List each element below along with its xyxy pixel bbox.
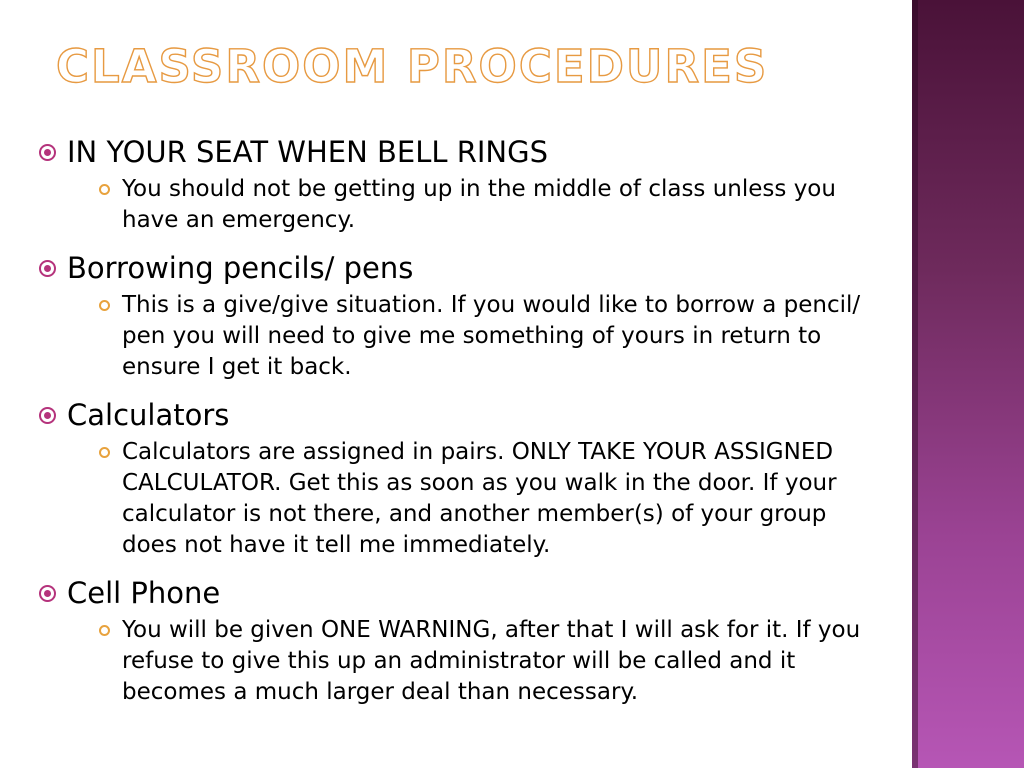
bullet-heading: Calculators: [67, 398, 230, 432]
decorative-side-bar: [912, 0, 1024, 768]
bullet-heading: IN YOUR SEAT WHEN BELL RINGS: [67, 135, 549, 169]
radio-bullet-icon: [39, 407, 56, 424]
circle-bullet-icon: [99, 625, 110, 636]
sub-bullet-text: Calculators are assigned in pairs. ONLY TAKE YOUR ASSIGNED CALCULATOR. Get this as soon as you walk in the door. If your calculator is not there, and another member(s) of your group does not have it tell me immediately.: [122, 439, 837, 558]
circle-bullet-icon: [99, 184, 110, 195]
bullet-calculators: [36, 395, 886, 435]
radio-bullet-icon: [39, 260, 56, 277]
bullet-cell-phone: [36, 573, 886, 613]
circle-bullet-icon: [99, 300, 110, 311]
sub-bullet-seat: [122, 174, 886, 236]
sub-bullet-text: You should not be getting up in the middle of class unless you have an emergency.: [122, 176, 836, 233]
slide-content: [36, 132, 886, 708]
radio-bullet-icon: [39, 585, 56, 602]
bullet-heading: Borrowing pencils/ pens: [67, 251, 414, 285]
sub-bullet-calculators: [122, 437, 886, 561]
radio-bullet-icon: [39, 144, 56, 161]
sub-bullet-cell-phone: [122, 615, 886, 708]
bullet-seat: [36, 132, 886, 172]
slide-title: CLASSROOM PROCEDURES: [56, 40, 769, 93]
sub-bullet-text: You will be given ONE WARNING, after that I will ask for it. If you refuse to give this up an administrator will be called and it becomes a much larger deal than necessary.: [122, 617, 861, 705]
bullet-borrowing: [36, 248, 886, 288]
sub-bullet-borrowing: [122, 290, 886, 383]
sub-bullet-text: This is a give/give situation. If you would like to borrow a pencil/ pen you will need to give me something of yours in return to ensure I get it back.: [122, 292, 861, 380]
bullet-heading: Cell Phone: [67, 576, 221, 610]
circle-bullet-icon: [99, 447, 110, 458]
